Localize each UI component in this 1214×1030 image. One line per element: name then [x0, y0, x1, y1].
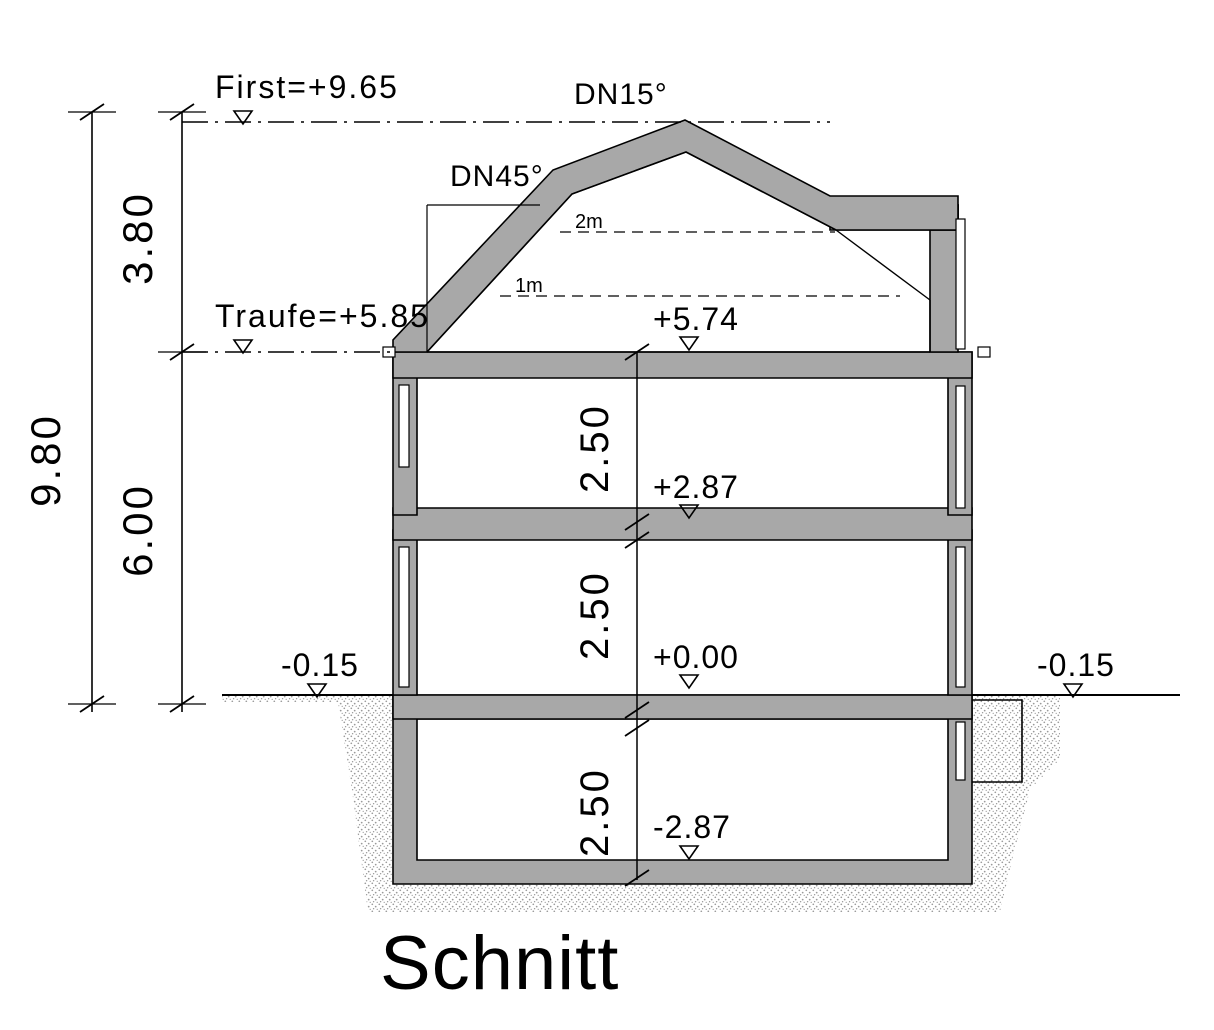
- svg-text:2.50: 2.50: [573, 403, 617, 493]
- level-basement: -2.87: [653, 809, 731, 845]
- svg-text:3.80: 3.80: [114, 191, 161, 285]
- label-dn15: DN15°: [574, 78, 668, 111]
- interior-dimension-line: [573, 344, 649, 886]
- svg-text:2.50: 2.50: [573, 570, 617, 660]
- drawing-title: Schnitt: [380, 921, 620, 1006]
- label-ridge: First=+9.65: [215, 69, 399, 105]
- svg-text:9.80: 9.80: [22, 413, 69, 507]
- dimension-chain-storeys: [114, 104, 206, 712]
- level-upper: +2.87: [653, 469, 739, 505]
- level-terrain-left: -0.15: [281, 647, 359, 683]
- label-1m: 1m: [515, 275, 543, 297]
- svg-text:2.50: 2.50: [573, 767, 617, 857]
- label-2m: 2m: [575, 211, 603, 233]
- label-dn45: DN45°: [450, 160, 544, 193]
- level-terrain-right: -0.15: [1037, 647, 1115, 683]
- svg-text:6.00: 6.00: [114, 483, 161, 577]
- level-ground: +0.00: [653, 639, 739, 675]
- clearance-lines: [500, 232, 900, 296]
- level-attic: +5.74: [653, 301, 739, 337]
- label-eave: Traufe=+5.85: [215, 298, 430, 334]
- dimension-chain-total: [22, 104, 116, 712]
